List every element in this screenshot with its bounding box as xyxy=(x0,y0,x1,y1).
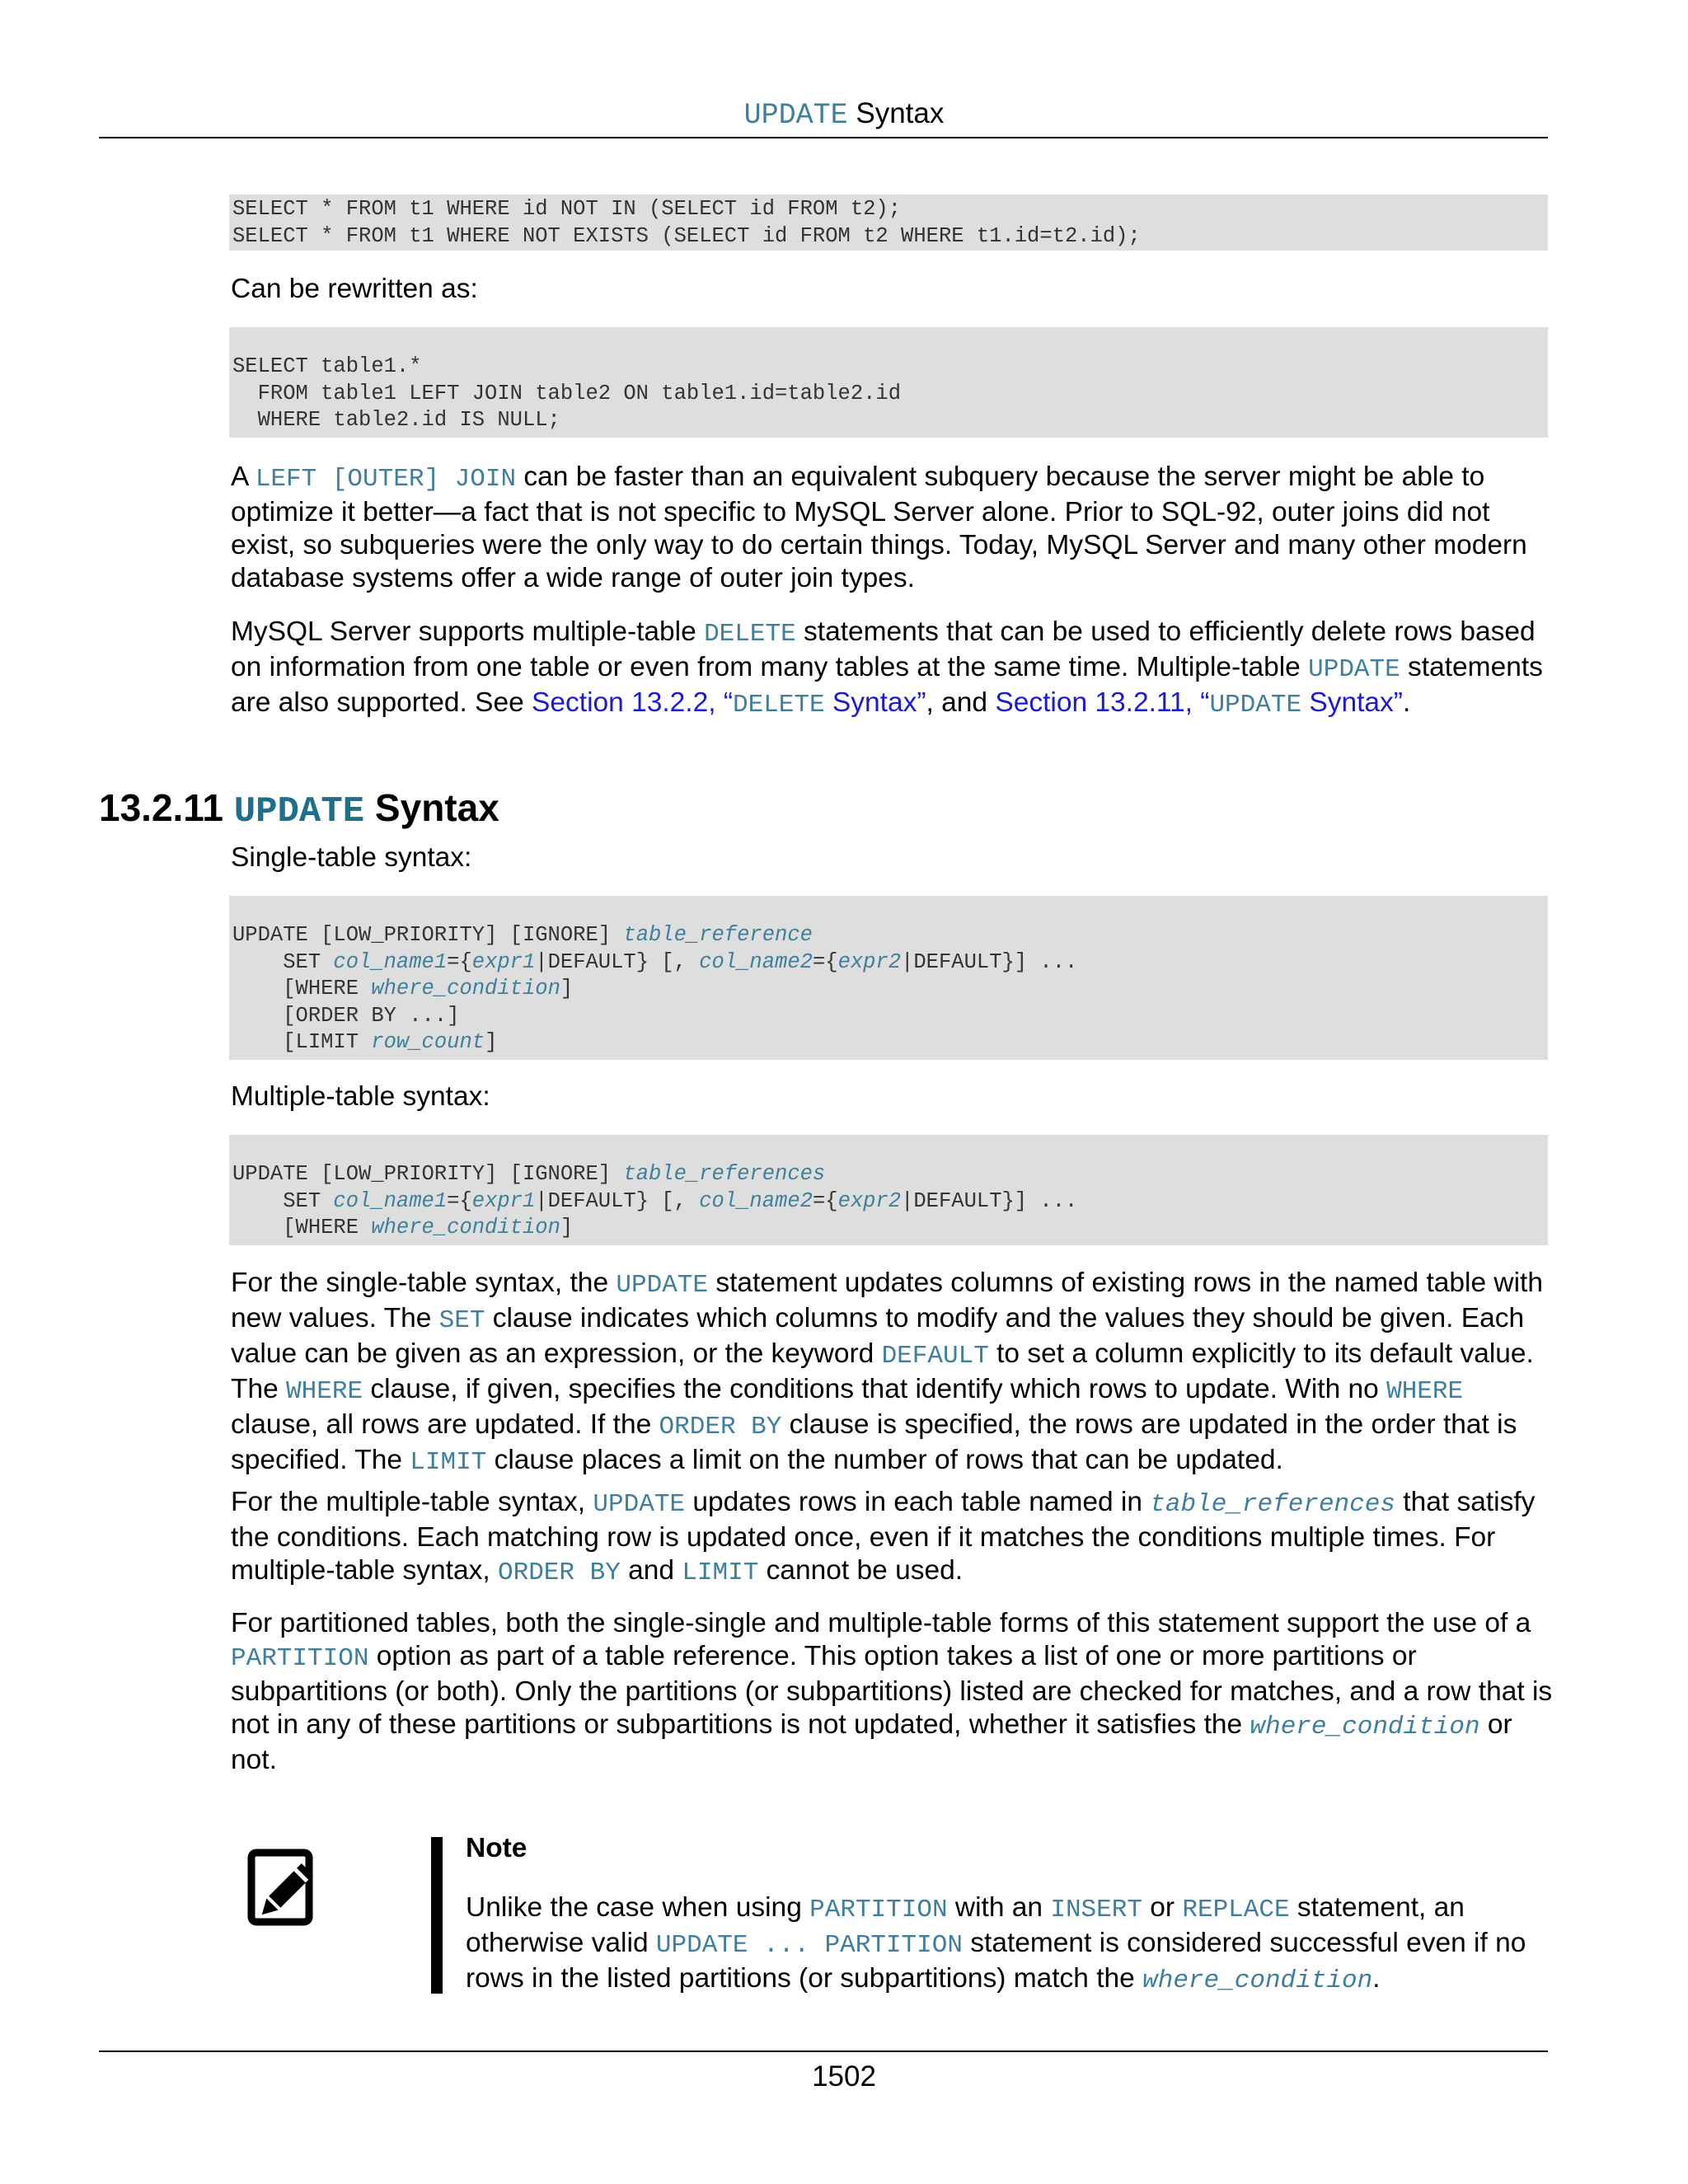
text-run: statement, an otherwise valid xyxy=(466,1892,1465,1958)
link-text: Syntax” xyxy=(1301,687,1403,718)
code-line: WHERE table2.id IS NULL; xyxy=(232,408,560,432)
code-partition: PARTITION xyxy=(231,1644,369,1673)
code-insert: INSERT xyxy=(1050,1896,1142,1924)
code-default: DEFAULT xyxy=(881,1342,989,1371)
code-line: SELECT table1.* xyxy=(232,354,422,378)
code-line: UPDATE [LOW_PRIORITY] [IGNORE] table_references xyxy=(232,1162,826,1186)
code-update-partition: UPDATE ... PARTITION xyxy=(655,1931,963,1960)
code-table-references: table_references xyxy=(1150,1490,1395,1519)
code-delete: DELETE xyxy=(704,620,796,649)
note-body xyxy=(466,1891,1554,1998)
text-run: clause is specified, the rows are updated in the order that is specified. The xyxy=(231,1409,1517,1475)
text-run: statement is considered successful even if no rows in the listed partitions (or subpartitions) match the xyxy=(466,1928,1526,1994)
paragraph-multiple-table-delete xyxy=(231,616,1558,722)
header-title-text: Syntax xyxy=(847,97,945,129)
link-code: UPDATE xyxy=(1209,691,1302,719)
code-block-subquery xyxy=(229,194,1548,251)
text-run: , and xyxy=(926,687,996,718)
paragraph-left-join xyxy=(231,461,1558,595)
text-run: For the multiple-table syntax, xyxy=(231,1487,593,1517)
text-run: A xyxy=(231,462,256,492)
code-line: SET col_name1={expr1|DEFAULT} [, col_name2={expr2|DEFAULT}] ... xyxy=(232,1188,1078,1213)
code-line: SELECT * FROM t1 WHERE id NOT IN (SELECT id FROM t2); xyxy=(232,197,902,221)
code-line: SET col_name1={expr1|DEFAULT} [, col_name2={expr2|DEFAULT}] ... xyxy=(232,949,1078,974)
code-limit: LIMIT xyxy=(410,1448,487,1477)
text-run: cannot be used. xyxy=(758,1555,964,1586)
text-run: that satisfy the conditions. Each matching row is updated once, even if it matches the conditions multiple times. For multiple-table syntax, xyxy=(231,1487,1536,1586)
header-rule xyxy=(99,137,1548,138)
note-bar xyxy=(431,1837,443,1994)
code-left-outer-join: LEFT [OUTER] JOIN xyxy=(255,465,517,494)
text-run: MySQL Server supports multiple-table xyxy=(231,616,705,647)
text-run: clause, if given, specifies the conditions that identify which rows to update. With no xyxy=(363,1374,1387,1404)
section-heading xyxy=(99,785,499,835)
code-where: WHERE xyxy=(1386,1377,1464,1406)
text-run: statements that can be used to efficiently delete rows based on information from one table or even from many tables at the same time. Multiple-table xyxy=(231,616,1536,682)
paragraph-rewritten: Can be rewritten as: xyxy=(231,274,478,304)
text-run: option as part of a table reference. This option takes a list of one or more partitions or subpartitions (or both). Only the partitions (or subpartitions) listed are checked for matches, and a row that is not in any of these partitions or subpartitions is not updated, whether it satisfies the xyxy=(231,1641,1553,1740)
text-run: . xyxy=(1372,1963,1381,1994)
code-update: UPDATE xyxy=(593,1490,686,1519)
note-pencil-icon xyxy=(247,1849,318,1926)
code-block-left-join xyxy=(229,327,1548,438)
code-block-multiple-table-syntax xyxy=(229,1135,1548,1245)
link-update-syntax[interactable] xyxy=(995,687,1403,718)
link-text: Section 13.2.11, “ xyxy=(995,687,1210,718)
section-title-code: UPDATE xyxy=(233,791,365,832)
link-text: Section 13.2.2, “ xyxy=(532,687,733,718)
text-run: clause indicates which columns to modify and the values they should be given. Each value can be given as an expression, or the keyword xyxy=(231,1303,1525,1369)
code-line: FROM table1 LEFT JOIN table2 ON table1.id=table2.id xyxy=(232,381,902,405)
code-update: UPDATE xyxy=(616,1271,709,1300)
code-line: [WHERE where_condition] xyxy=(232,1216,574,1240)
text-run: For the single-table syntax, the xyxy=(231,1268,617,1298)
code-replace: REPLACE xyxy=(1182,1896,1290,1924)
text-run: can be faster than an equivalent subquery because the server might be able to optimize it better—a fact that is not specific to MySQL Server alone. Prior to SQL-92, outer joins did not exist, so subqueries were the only way to do certain things. Today, MySQL Server and many other modern database systems offer a wide range of outer join types. xyxy=(231,462,1527,593)
paragraph-multiple-table-description xyxy=(231,1486,1558,1590)
text-run: to set a column explicitly to its default value. The xyxy=(231,1338,1534,1404)
code-line: [ORDER BY ...] xyxy=(232,1003,460,1028)
text-run: Unlike the case when using xyxy=(466,1892,810,1923)
code-where-condition: where_condition xyxy=(1142,1966,1373,1995)
footer-rule xyxy=(99,2050,1548,2052)
note-title: Note xyxy=(466,1833,528,1863)
paragraph-single-table-label: Single-table syntax: xyxy=(231,842,472,873)
code-line: [WHERE where_condition] xyxy=(232,977,574,1001)
text-run: statements are also supported. See xyxy=(231,652,1543,718)
link-text: Syntax” xyxy=(824,687,926,718)
code-where-condition: where_condition xyxy=(1250,1713,1480,1741)
code-update: UPDATE xyxy=(1308,655,1400,684)
text-run: updates rows in each table named in xyxy=(685,1487,1151,1517)
code-order-by: ORDER BY xyxy=(659,1413,782,1441)
paragraph-single-table-description xyxy=(231,1267,1558,1479)
text-run: or not. xyxy=(231,1709,1512,1775)
text-run: . xyxy=(1402,687,1411,718)
text-run: statement updates columns of existing rows in the named table with new values. The xyxy=(231,1268,1543,1333)
header-title-code: UPDATE xyxy=(743,99,848,132)
code-set: SET xyxy=(438,1306,485,1335)
code-order-by: ORDER BY xyxy=(497,1558,621,1587)
link-delete-syntax[interactable] xyxy=(532,687,926,718)
code-block-single-table-syntax xyxy=(229,896,1548,1060)
code-line: UPDATE [LOW_PRIORITY] [IGNORE] table_reference xyxy=(232,923,813,947)
running-header xyxy=(0,97,1688,132)
text-run: For partitioned tables, both the single-single and multiple-table forms of this statement support the use of a xyxy=(231,1608,1531,1638)
code-line: SELECT * FROM t1 WHERE NOT EXISTS (SELECT id FROM t2 WHERE t1.id=t2.id); xyxy=(232,223,1141,248)
link-code: DELETE xyxy=(733,691,825,719)
paragraph-multiple-table-label: Multiple-table syntax: xyxy=(231,1081,490,1112)
text-run: or xyxy=(1142,1892,1183,1923)
code-limit: LIMIT xyxy=(682,1558,759,1587)
code-partition: PARTITION xyxy=(809,1896,948,1924)
text-run: and xyxy=(620,1555,682,1586)
code-where: WHERE xyxy=(286,1377,363,1406)
page-number: 1502 xyxy=(812,2060,876,2093)
section-title-text: Syntax xyxy=(364,786,499,829)
paragraph-partitioned-tables xyxy=(231,1607,1558,1777)
text-run: with an xyxy=(947,1892,1051,1923)
code-line: [LIMIT row_count] xyxy=(232,1030,498,1054)
text-run: clause places a limit on the number of rows that can be updated. xyxy=(486,1445,1283,1475)
text-run: clause, all rows are updated. If the xyxy=(231,1409,659,1440)
section-number: 13.2.11 xyxy=(99,786,234,829)
